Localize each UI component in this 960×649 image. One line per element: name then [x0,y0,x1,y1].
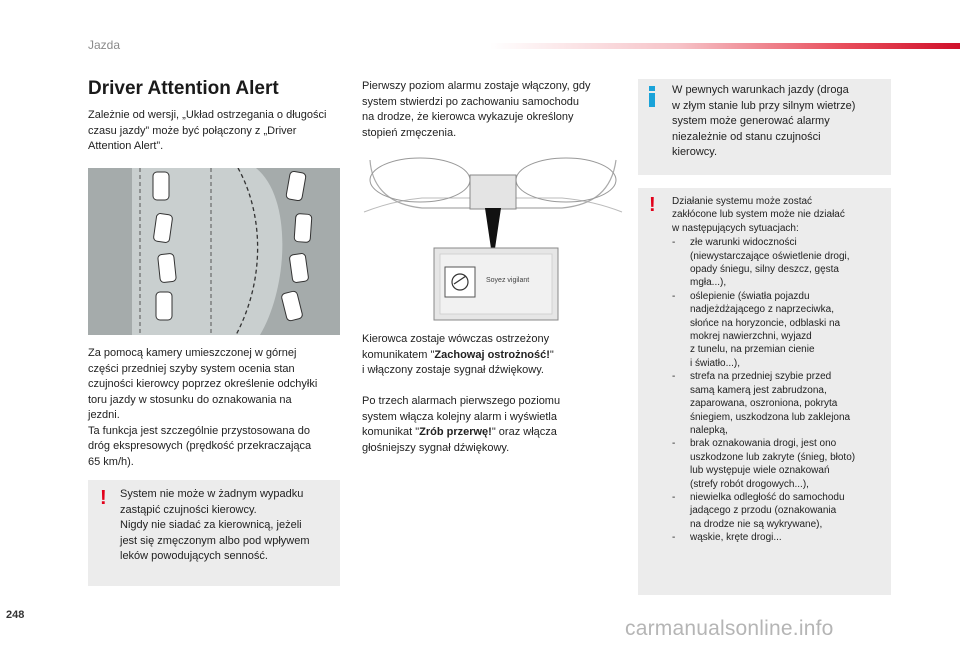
page-title: Driver Attention Alert [88,78,279,99]
first-alert-paragraph: Kierowca zostaje wówczas ostrzeżony komunikatem "Zachowaj ostrożność!" i włączony zostaje sygnał dźwiękowy. [362,333,554,376]
message-break: Zrób przerwę! [419,426,492,438]
lane-diagram [88,168,340,335]
dashboard-diagram [362,150,624,325]
condition-item: - oślepienie (światła pojazdu nadjeżdżającego z naprzeciwka, słońce na horyzoncie, odblaski na mokrej nawierzchni, wyjazd z tunelu, na przemian cienie i światło...), [672,290,894,370]
camera-paragraph: Za pomocą kamery umieszczonej w górnej części przedniej szyby system ocenia stan czujności kierowcy poprzez określenie odchyłki toru jazdy w stosunku do oznakowania na jezdni. Ta funkcja jest szczególnie przystosowana do dróg ekspresowych (prędkość przekraczająca 65 km/h). [88,347,318,468]
condition-item: - złe warunki widoczności (niewystarczające oświetlenie drogi, opady śniegu, silny deszcz, gęsta mgła...), [672,236,894,290]
display-message: Soyez vigilant [486,277,530,284]
intro-paragraph: Zależnie od wersji, „Układ ostrzegania o długości czasu jazdy” może być połączony z „Driver Attention Alert”. [88,109,327,152]
warning-text-left: System nie może w żadnym wypadku zastąpić czujności kierowcy. Nigdy nie siadać za kierownicą, jeżeli jest się zmęczonym albo pod wpływem leków powodujących senność. [120,488,310,562]
header-accent-bar [490,43,960,49]
instrument-panel-illustration [362,150,624,325]
limitations-list: Działanie systemu może zostać zakłócone lub system może nie działać w następujących sytuacjach: - złe warunki widoczności (niewystarczające oświetlenie drogi, opady śniegu, silny deszcz, gęsta mgła...), - oślepienie (światła pojazdu nadjeżdżającego z naprzeciwka, słońce na horyzoncie, odblaski na mokrej nawierzchni, wyjazd z tunelu, na przemian cienie i światło...), - strefa na przedniej szybie przed samą kamerą jest zabrudzona, zaparowana, oszroniona, pokryta śniegiem, uszkodzona lub zaklejona nalepką, - brak oznakowania drogi, jest ono uszkodzone lub zakryte (śnieg, błoto) lub występuje wiele oznakowań (strefy robót drogowych...), - niewielka odległość do samochodu jadącego z przodu (oznakowania na drodze nie są wykrywane), - wąskie, kręte drogi... [672,195,894,545]
info-text: W pewnych warunkach jazdy (droga w złym stanie lub przy silnym wietrze) system może generować alarmy niezależnie od stanu czujności kierowcy. [672,84,856,158]
watermark: carmanualsonline.info [625,617,834,640]
section-label: Jazda [88,38,121,52]
lane-illustration [88,168,340,335]
message-caution: Zachowaj ostrożność! [434,348,550,361]
warning-icon-right: ! [649,194,656,216]
condition-item: - strefa na przedniej szybie przed samą kamerą jest zabrudzona, zaparowana, oszroniona, pokryta śniegiem, uszkodzona lub zaklejona nalepką, [672,370,894,437]
page-number: 248 [6,609,25,621]
second-alert-paragraph: Po trzech alarmach pierwszego poziomu system włącza kolejny alarm i wyświetla komunikat "Zrób przerwę!" oraz włącza głośniejszy sygnał dźwiękowy. [362,395,561,454]
alert-level-paragraph: Pierwszy poziom alarmu zostaje włączony, gdy system stwierdzi po zachowaniu samochodu na drodze, że kierowca wykazuje określony stopień zmęczenia. [362,80,591,139]
condition-item: - wąskie, kręte drogi... [672,531,894,544]
condition-item: - brak oznakowania drogi, jest ono uszkodzone lub zakryte (śnieg, błoto) lub występuje wiele oznakowań (strefy robót drogowych...), [672,437,894,491]
warning-icon: ! [100,487,107,509]
condition-item: - niewielka odległość do samochodu jadącego z przodu (oznakowania na drodze nie są wykrywane), [672,491,894,531]
